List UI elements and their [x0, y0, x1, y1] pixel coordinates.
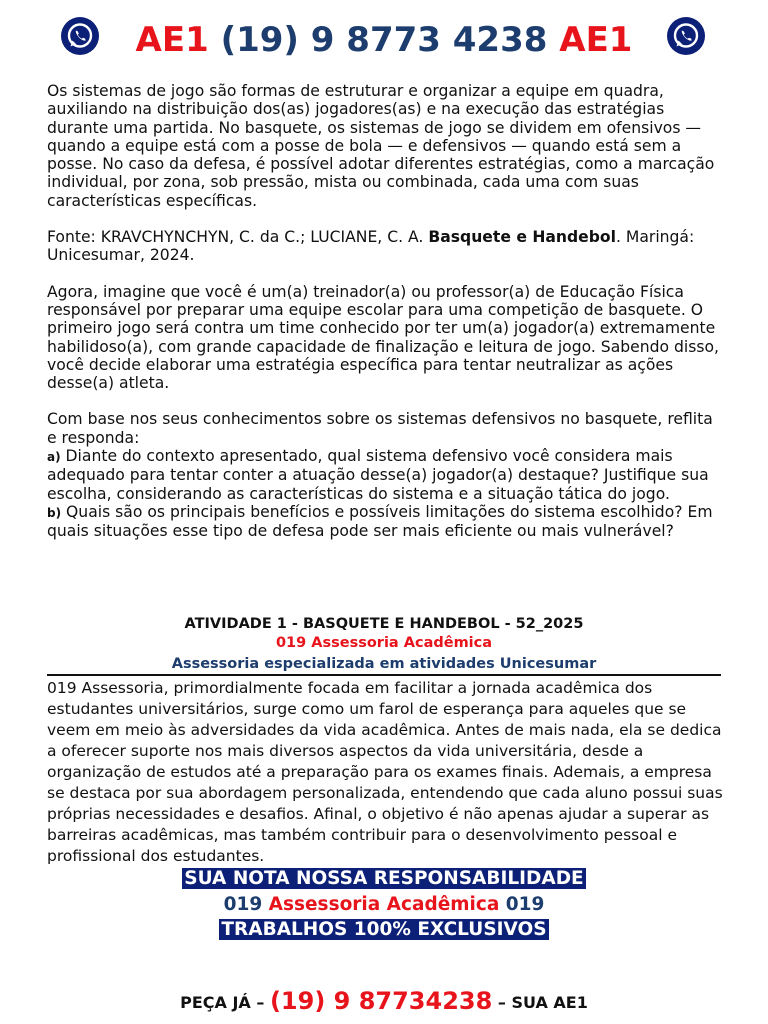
header-title [0, 18, 768, 62]
banner-responsibility-text: SUA NOTA NOSSA RESPONSABILIDADE [184, 868, 584, 889]
header-prefix: AE1 [135, 20, 209, 60]
footer-contact [0, 985, 768, 1019]
banner-company-name: Assessoria Acadêmica [268, 894, 500, 915]
activity-company: 019 Assessoria Acadêmica [275, 635, 493, 651]
header [0, 14, 768, 66]
activity-tagline: Assessoria especializada em atividades Unicesumar [171, 656, 597, 672]
footer-suffix: – SUA AE1 [492, 993, 588, 1012]
footer-prefix: PEÇA JÁ – [180, 993, 270, 1012]
source-suffix: . Maringá: Unicesumar, 2024. [47, 228, 695, 265]
banner-company-post: 019 [499, 894, 545, 915]
banner-exclusive [0, 918, 768, 942]
questions-intro: Com base nos seus conhecimentos sobre os sistemas defensivos no basquete, reflita e responda: [47, 410, 713, 447]
question-a [47, 447, 727, 503]
question-b-label: b) [47, 505, 62, 520]
header-phone: (19) 9 8773 4238 [220, 20, 548, 60]
footer-phone: (19) 9 87734238 [269, 987, 493, 1015]
banner-company [0, 893, 768, 917]
scenario-paragraph: Agora, imagine que você é um(a) treinador(a) ou professor(a) de Educação Física responsável por preparar uma equipe escolar para uma competição de basquete. O primeiro jogo será contra um time conhecido por ter um(a) jogador(a) extremamente habilidoso(a), com grande capacidade de finalização e leitura de jogo. Sabendo disso, você decide elaborar uma estratégia específica para tentar neutralizar as ações desse(a) atleta. [47, 282, 720, 393]
divider [47, 674, 721, 676]
banner-company-pre: 019 [223, 894, 269, 915]
activity-title: ATIVIDADE 1 - BASQUETE E HANDEBOL - 52_2025 [184, 616, 584, 632]
document-body [47, 82, 727, 541]
activity-heading [0, 615, 768, 675]
promo-paragraph: 019 Assessoria, primordialmente focada em facilitar a jornada acadêmica dos estudantes universitários, surge como um farol de esperança para aqueles que se veem em meio às adversidades da vida acadêmica. Antes de mais nada, ela se dedica a oferecer suporte nos mais diversos aspectos da vida universitária, desde a organização de estudos até a preparação para os exames finais. Ademais, a empresa se destaca por sua abordagem personalizada, entendendo que cada aluno possui suas próprias necessidades e desafios. Afinal, o objetivo é não apenas ajudar a superar as barreiras acadêmicas, mas também contribuir para o desenvolvimento pessoal e profissional dos estudantes. [47, 679, 723, 865]
question-a-text: Diante do contexto apresentado, qual sistema defensivo você considera mais adequado para tentar conter a atuação desse(a) jogador(a) destaque? Justifique sua escolha, considerando as características do sistema e a situação tática do jogo. [47, 447, 709, 503]
banner-responsibility [0, 867, 768, 891]
whatsapp-icon [666, 16, 706, 56]
source-prefix: Fonte: KRAVCHYNCHYN, C. da C.; LUCIANE, C. A. [47, 228, 429, 247]
header-suffix: AE1 [559, 20, 633, 60]
source-citation [47, 228, 727, 265]
banner-exclusive-text: TRABALHOS 100% EXCLUSIVOS [221, 919, 547, 940]
source-book-title: Basquete e Handebol [428, 228, 616, 247]
intro-paragraph: Os sistemas de jogo são formas de estruturar e organizar a equipe em quadra, auxiliando na distribuição dos(as) jogadores(as) e na execução das estratégias durante uma partida. No basquete, os sistemas de jogo se dividem em ofensivos — quando a equipe está com a posse de bola — e defensivos — quando está sem a posse. No caso da defesa, é possível adotar diferentes estratégias, como a marcação individual, por zona, sob pressão, mista ou combinada, cada uma com suas características específicas. [47, 82, 715, 210]
question-b [47, 503, 727, 541]
question-a-label: a) [47, 450, 61, 465]
question-b-text: Quais são os principais benefícios e possíveis limitações do sistema escolhido? Em quais situações esse tipo de defesa pode ser mais eficiente ou mais vulnerável? [47, 502, 713, 541]
